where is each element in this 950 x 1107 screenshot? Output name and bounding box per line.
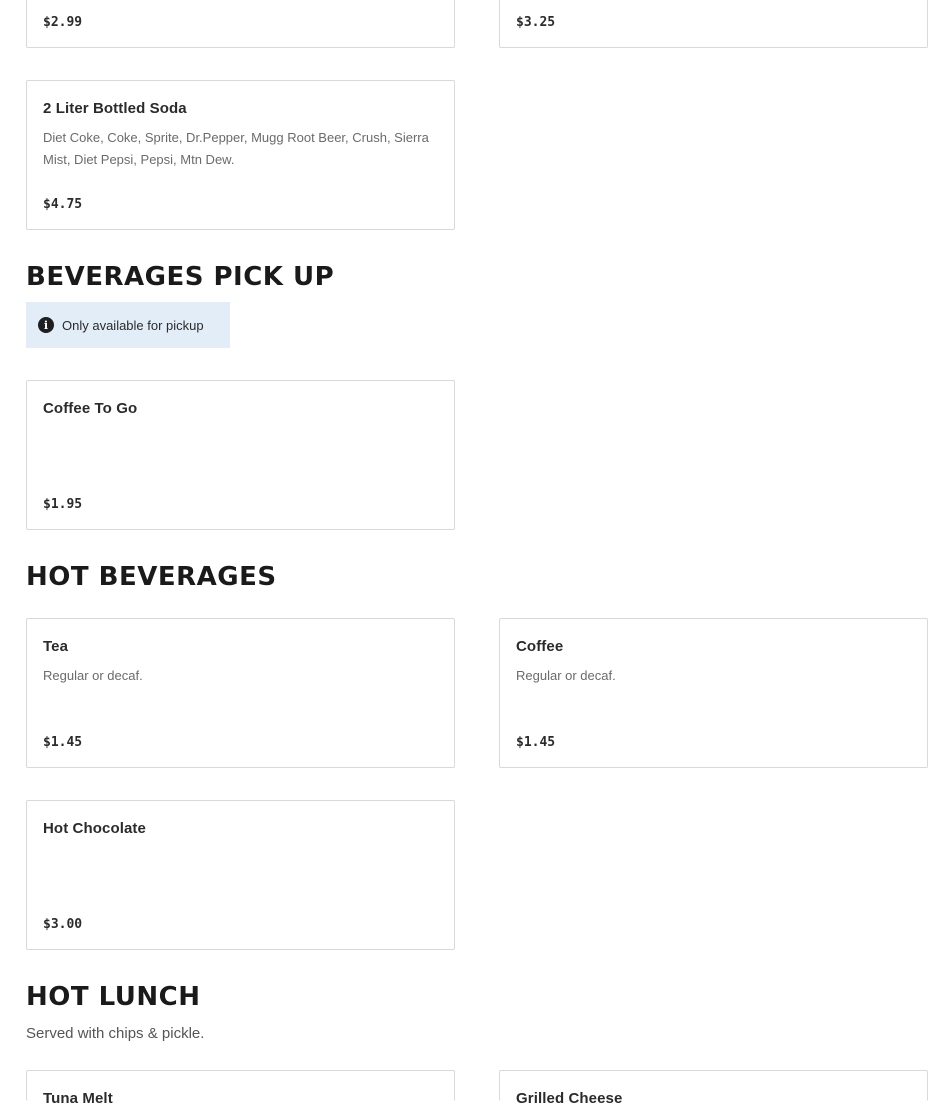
menu-item-card[interactable] (26, 0, 455, 48)
menu-item-card[interactable] (26, 800, 455, 950)
menu-item-card[interactable] (26, 1070, 455, 1107)
menu-item-card[interactable] (26, 80, 455, 230)
item-name: Coffee To Go (43, 400, 138, 417)
info-icon: i (38, 317, 54, 333)
item-price: $3.25 (516, 15, 556, 30)
item-price: $3.00 (43, 917, 83, 932)
item-name: Tea (43, 638, 69, 655)
item-name: 2 Liter Bottled Soda (43, 100, 187, 117)
section-title: HOT BEVERAGES (26, 562, 277, 592)
item-name: Grilled Cheese (516, 1090, 623, 1107)
item-price: $1.45 (43, 735, 83, 750)
menu-item-card[interactable] (499, 618, 928, 768)
menu-item-card[interactable] (499, 1070, 928, 1107)
item-name: Tuna Melt (43, 1090, 113, 1107)
item-price: $2.99 (43, 15, 83, 30)
item-price: $4.75 (43, 197, 83, 212)
section-subtitle: Served with chips & pickle. (26, 1025, 205, 1042)
pickup-notice-text: Only available for pickup (62, 317, 204, 333)
menu-item-card[interactable] (499, 0, 928, 48)
pickup-notice (26, 302, 230, 348)
item-price: $1.45 (516, 735, 556, 750)
item-price: $1.95 (43, 497, 83, 512)
menu-item-card[interactable] (26, 380, 455, 530)
item-name: Coffee (516, 638, 564, 655)
section-title: HOT LUNCH (26, 982, 201, 1012)
item-description: Diet Coke, Coke, Sprite, Dr.Pepper, Mugg Root Beer, Crush, Sierra Mist, Diet Pepsi, Pepsi, Mtn Dew. (43, 130, 429, 167)
section-title: BEVERAGES PICK UP (26, 262, 335, 292)
menu-item-card[interactable] (26, 618, 455, 768)
item-description: Regular or decaf. (516, 668, 616, 683)
item-description: Regular or decaf. (43, 668, 143, 683)
item-name: Hot Chocolate (43, 820, 146, 837)
